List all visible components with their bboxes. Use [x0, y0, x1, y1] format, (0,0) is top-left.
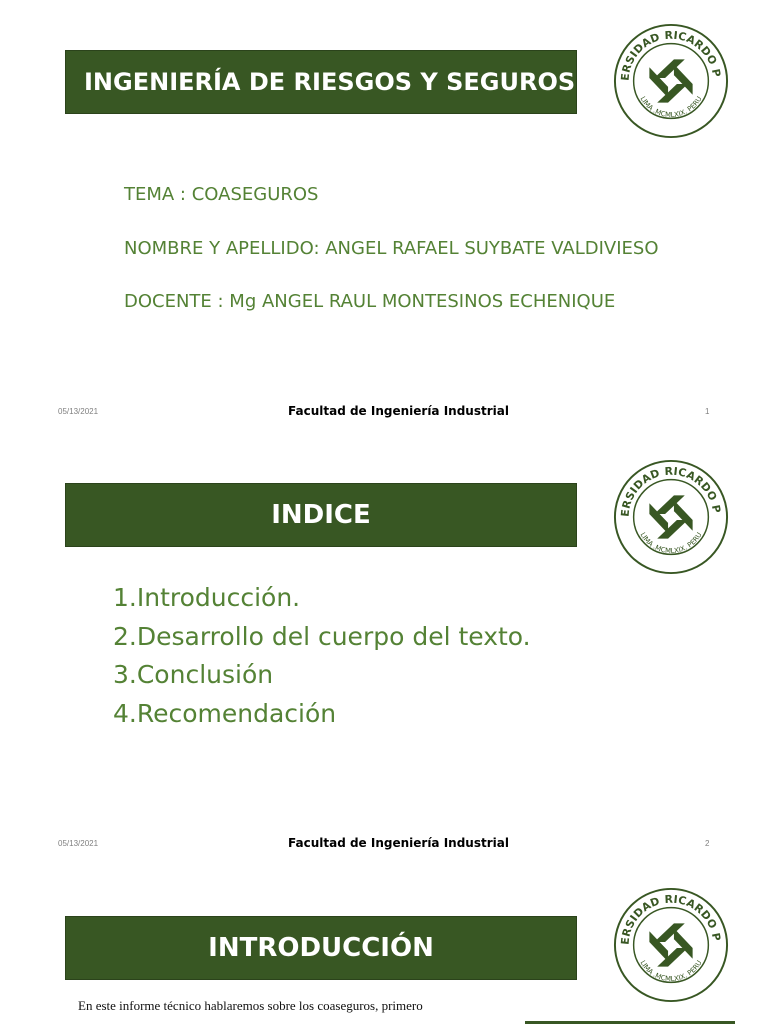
slide-title-text: INDICE	[271, 500, 371, 530]
index-list	[113, 579, 531, 733]
slide-title-text: INGENIERÍA DE RIESGOS Y SEGUROS	[84, 68, 576, 96]
topic-line: TEMA : COASEGUROS	[124, 184, 319, 205]
svg-text:UNIVERSIDAD RICARDO PALMA: ERSIDAD RICARDO P	[618, 464, 724, 518]
slide-title	[65, 916, 577, 980]
slide-title	[65, 50, 577, 114]
footer-date: 05/13/2021	[58, 407, 99, 416]
footer-date: 05/13/2021	[58, 839, 99, 848]
author-line: NOMBRE Y APELLIDO: ANGEL RAFAEL SUYBATE VALDIVIESO	[124, 238, 659, 259]
university-logo	[612, 458, 730, 576]
index-item: 3.Conclusión	[113, 660, 274, 689]
index-item: 4.Recomendación	[113, 698, 337, 728]
index-item: 1.Introducción.	[113, 583, 301, 612]
intro-paragraph: En este informe técnico hablaremos sobre los coaseguros, primero	[78, 998, 423, 1013]
footer-faculty: Facultad de Ingeniería Industrial	[288, 404, 509, 418]
slide-number: 1	[705, 407, 710, 416]
university-logo	[612, 886, 730, 1004]
svg-text:LIMA .MCMLXIX. PERU: LIMA .MCMLXIX. PERU	[638, 95, 704, 120]
slide-title-text: INTRODUCCIÓN	[208, 933, 434, 963]
slide-2	[0, 432, 768, 864]
slide-3	[0, 864, 768, 1024]
university-logo	[612, 22, 730, 140]
teacher-line: DOCENTE : Mg ANGEL RAUL MONTESINOS ECHENIQUE	[124, 291, 616, 312]
footer-faculty: Facultad de Ingeniería Industrial	[288, 836, 509, 850]
slide-title	[65, 483, 577, 547]
slide-1	[0, 0, 768, 432]
svg-text:LIMA .MCMLXIX. PERU: LIMA .MCMLXIX. PERU	[638, 531, 704, 556]
index-item: 2.Desarrollo del cuerpo del texto.	[113, 621, 531, 651]
slide-number: 2	[705, 839, 710, 848]
svg-text:UNIVERSIDAD RICARDO PALMA: ERSIDAD RICARDO P	[618, 28, 724, 82]
svg-text:LIMA .MCMLXIX. PERU: LIMA .MCMLXIX. PERU	[638, 959, 704, 984]
svg-text:UNIVERSIDAD RICARDO PALMA: ERSIDAD RICARDO P	[618, 892, 724, 946]
